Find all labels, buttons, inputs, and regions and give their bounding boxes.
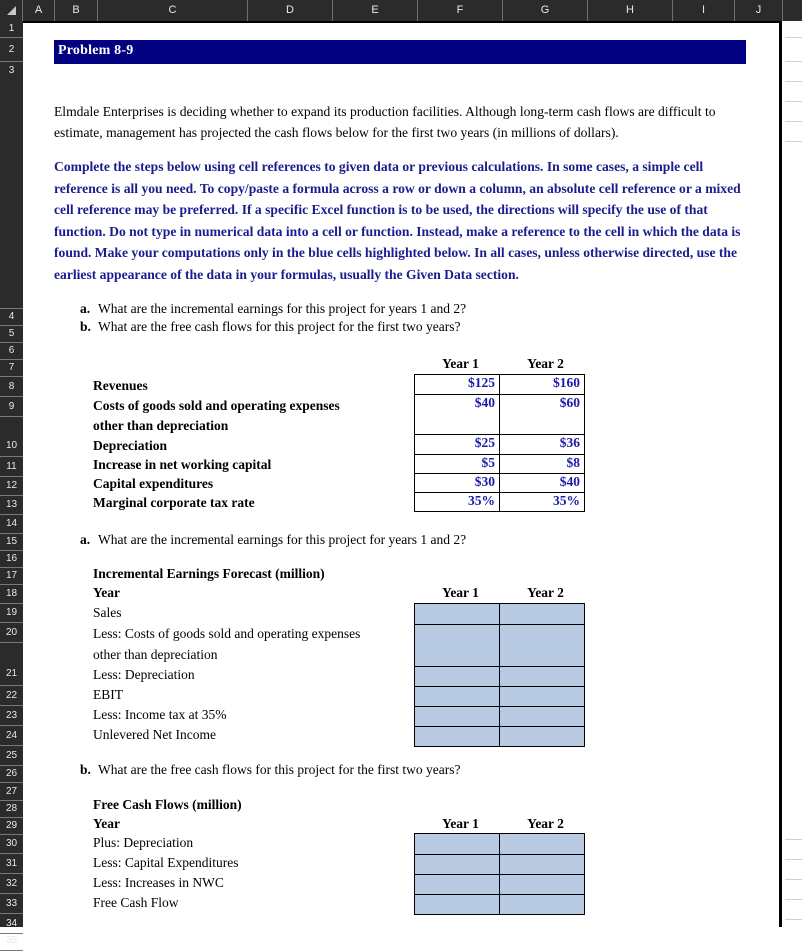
question-a-text: What are the incremental earnings for this project for years 1 and 2?	[98, 301, 467, 316]
given-data-label-depreciation: Depreciation	[93, 438, 167, 453]
gridline	[785, 899, 802, 900]
part-b-plus-depreciation-year1[interactable]	[415, 834, 500, 855]
given-data-year2-header: Year 2	[527, 356, 564, 371]
row-header-16[interactable]: 16	[0, 551, 23, 568]
column-header-d[interactable]: D	[248, 0, 333, 21]
given-depreciation-year2[interactable]: $36	[500, 435, 585, 455]
part-b-year1-header: Year 1	[442, 816, 479, 831]
row-header-7[interactable]: 7	[0, 360, 23, 377]
row-header-25[interactable]: 25	[0, 746, 23, 766]
table-row[interactable]	[415, 895, 585, 915]
given-tax-rate-year1[interactable]: 35%	[415, 493, 500, 512]
table-row[interactable]	[415, 855, 585, 875]
part-a-answer-table[interactable]	[414, 603, 585, 747]
part-b-year2-header: Year 2	[527, 816, 564, 831]
part-a-less-depreciation-year2[interactable]	[500, 667, 585, 687]
part-a-label-income-tax: Less: Income tax at 35%	[93, 707, 227, 722]
column-header-b[interactable]: B	[55, 0, 98, 21]
table-row[interactable]	[415, 687, 585, 707]
part-a-less-cogs-year2[interactable]	[500, 625, 585, 667]
row-header-23[interactable]: 23	[0, 706, 23, 726]
part-b-answer-table[interactable]	[414, 833, 585, 915]
given-data-table[interactable]	[414, 374, 585, 512]
column-header-c[interactable]: C	[98, 0, 248, 21]
question-b-top	[80, 319, 640, 337]
part-b-letter: b.	[80, 762, 91, 777]
row-header-12[interactable]: 12	[0, 477, 23, 496]
select-all-button[interactable]	[0, 0, 23, 21]
question-a-top	[80, 301, 640, 319]
gridline	[785, 879, 802, 880]
table-row[interactable]	[415, 834, 585, 855]
table-row[interactable]	[415, 493, 585, 512]
select-all-triangle-icon	[7, 6, 16, 15]
row-header-17[interactable]: 17	[0, 568, 23, 585]
given-depreciation-year1[interactable]: $25	[415, 435, 500, 455]
outer-pane	[785, 21, 802, 927]
given-tax-rate-year2[interactable]: 35%	[500, 493, 585, 512]
given-capex-year1[interactable]: $30	[415, 474, 500, 493]
table-row[interactable]	[415, 455, 585, 474]
row-header-5[interactable]: 5	[0, 326, 23, 343]
row-header-35[interactable]: 35	[0, 934, 23, 951]
part-b-less-capex-year1[interactable]	[415, 855, 500, 875]
row-header-29[interactable]: 29	[0, 818, 23, 835]
page-title: Problem 8-9	[58, 43, 134, 58]
row-header-11[interactable]: 11	[0, 457, 23, 477]
part-a-ebit-year1[interactable]	[415, 687, 500, 707]
row-header-13[interactable]: 13	[0, 496, 23, 515]
part-a-less-cogs-year1[interactable]	[415, 625, 500, 667]
row-header-33[interactable]: 33	[0, 894, 23, 914]
sheet-canvas[interactable]	[23, 21, 782, 927]
column-header-j[interactable]: J	[735, 0, 783, 21]
row-header-28[interactable]: 28	[0, 801, 23, 818]
column-header-f[interactable]: F	[418, 0, 503, 21]
instructions-paragraph: Complete the steps below using cell references to given data or previous calculations. In some cases, a simple cell reference is all you need. To copy/paste a formula across a row or down a column, an absolute cell reference or a mixed cell reference may be preferred. If a specific Excel function is to be used, the directions will specify the use of that function. Do not type in numerical data into a cell or function. Instead, make a reference to the cell in which the data is found. Make your computations only in the blue cells highlighted below. In all cases, unless otherwise directed, use the earliest appearance of the data in your formulas, usually the Given Data section.	[54, 159, 741, 282]
row-header-21[interactable]: 21	[0, 643, 23, 686]
row-header-10[interactable]: 10	[0, 417, 23, 457]
part-a-label-less-cogs: Less: Costs of goods sold and operating expenses	[93, 626, 361, 641]
question-b-text: What are the free cash flows for this project for the first two years?	[98, 319, 461, 334]
table-row[interactable]	[415, 625, 585, 667]
row-header-2[interactable]: 2	[0, 38, 23, 62]
table-row[interactable]	[415, 727, 585, 747]
row-header-15[interactable]: 15	[0, 534, 23, 551]
row-header-6[interactable]: 6	[0, 343, 23, 360]
column-header-strip	[0, 0, 802, 21]
part-a-label-unlevered-net-income: Unlevered Net Income	[93, 727, 216, 742]
given-capex-year2[interactable]: $40	[500, 474, 585, 493]
column-header-h[interactable]: H	[588, 0, 673, 21]
part-a-unlevered-net-income-year2[interactable]	[500, 727, 585, 747]
part-b-label-less-capex: Less: Capital Expenditures	[93, 855, 239, 870]
part-a-sales-year1[interactable]	[415, 604, 500, 625]
table-row[interactable]	[415, 667, 585, 687]
part-a-income-tax-year2[interactable]	[500, 707, 585, 727]
gridline	[785, 121, 802, 122]
gridline	[785, 61, 802, 62]
row-header-19[interactable]: 19	[0, 604, 23, 623]
given-cogs-year2[interactable]: $60	[500, 395, 585, 435]
row-header-26[interactable]: 26	[0, 766, 23, 783]
row-header-1[interactable]: 1	[0, 21, 23, 38]
part-a-label-less-depreciation: Less: Depreciation	[93, 667, 195, 682]
gridline	[785, 101, 802, 102]
given-data-label-tax-rate: Marginal corporate tax rate	[93, 495, 255, 510]
part-a-year1-header: Year 1	[442, 585, 479, 600]
given-data-label-cogs: Costs of goods sold and operating expenses	[93, 398, 340, 413]
row-header-strip	[0, 21, 23, 946]
given-revenues-year2[interactable]: $160	[500, 375, 585, 395]
row-header-4[interactable]: 4	[0, 309, 23, 326]
part-b-free-cash-flow-year1[interactable]	[415, 895, 500, 915]
gridline	[785, 37, 802, 38]
table-row[interactable]	[415, 375, 585, 395]
row-header-14[interactable]: 14	[0, 515, 23, 534]
part-a-question-text: What are the incremental earnings for this project for years 1 and 2?	[98, 532, 467, 547]
part-b-free-cash-flow-year2[interactable]	[500, 895, 585, 915]
part-a-letter: a.	[80, 532, 91, 547]
table-row[interactable]	[415, 474, 585, 493]
part-a-label-less-cogs-line2: other than depreciation	[93, 647, 218, 662]
row-header-9[interactable]: 9	[0, 397, 23, 417]
part-b-label-less-nwc: Less: Increases in NWC	[93, 875, 224, 890]
given-data-label-nwc: Increase in net working capital	[93, 457, 272, 472]
row-header-34[interactable]: 34	[0, 914, 23, 934]
part-a-year-label: Year	[93, 585, 120, 600]
part-a-income-tax-year1[interactable]	[415, 707, 500, 727]
part-a-sales-year2[interactable]	[500, 604, 585, 625]
part-a-less-depreciation-year1[interactable]	[415, 667, 500, 687]
column-header-e[interactable]: E	[333, 0, 418, 21]
part-a-label-ebit: EBIT	[93, 687, 123, 702]
table-row[interactable]	[415, 395, 585, 435]
part-b-plus-depreciation-year2[interactable]	[500, 834, 585, 855]
question-a-letter: a.	[80, 301, 91, 316]
gridline	[785, 839, 802, 840]
given-data-year1-header: Year 1	[442, 356, 479, 371]
given-data-label-cogs-line2: other than depreciation	[93, 418, 229, 433]
problem-title-banner	[54, 40, 746, 64]
gridline	[785, 141, 802, 142]
row-header-30[interactable]: 30	[0, 835, 23, 854]
given-cogs-year1[interactable]: $40	[415, 395, 500, 435]
given-data-label-revenues: Revenues	[93, 378, 148, 393]
row-header-27[interactable]: 27	[0, 783, 23, 801]
part-b-table-title: Free Cash Flows (million)	[93, 797, 242, 812]
part-a-year2-header: Year 2	[527, 585, 564, 600]
gridline	[785, 919, 802, 920]
row-header-24[interactable]: 24	[0, 726, 23, 746]
row-header-18[interactable]: 18	[0, 585, 23, 604]
given-data-label-capex: Capital expenditures	[93, 476, 214, 491]
column-header-i[interactable]: I	[673, 0, 735, 21]
part-a-table-title: Incremental Earnings Forecast (million)	[93, 566, 325, 581]
column-header-g[interactable]: G	[503, 0, 588, 21]
part-b-year-label: Year	[93, 816, 120, 831]
part-b-less-nwc-year2[interactable]	[500, 875, 585, 895]
given-nwc-year2[interactable]: $8	[500, 455, 585, 474]
table-row[interactable]	[415, 875, 585, 895]
given-revenues-year1[interactable]: $125	[415, 375, 500, 395]
part-a-label-sales: Sales	[93, 605, 122, 620]
row-header-8[interactable]: 8	[0, 377, 23, 397]
part-b-less-capex-year2[interactable]	[500, 855, 585, 875]
part-b-less-nwc-year1[interactable]	[415, 875, 500, 895]
part-a-question	[80, 532, 640, 550]
row-header-22[interactable]: 22	[0, 686, 23, 706]
gridline	[785, 859, 802, 860]
part-a-ebit-year2[interactable]	[500, 687, 585, 707]
part-a-unlevered-net-income-year1[interactable]	[415, 727, 500, 747]
table-row[interactable]	[415, 604, 585, 625]
gridline	[785, 81, 802, 82]
part-b-question	[80, 762, 640, 780]
given-nwc-year1[interactable]: $5	[415, 455, 500, 474]
part-b-question-text: What are the free cash flows for this project for the first two years?	[98, 762, 461, 777]
column-header-a[interactable]: A	[23, 0, 55, 21]
row-header-3[interactable]: 3	[0, 62, 23, 309]
intro-paragraph: Elmdale Enterprises is deciding whether to expand its production facilities. Although long-term cash flows are difficult to estimate, management has projected the cash flows below for the first two years (in millions of dollars).	[54, 104, 716, 140]
row-header-20[interactable]: 20	[0, 623, 23, 643]
table-row[interactable]	[415, 435, 585, 455]
row-header-31[interactable]: 31	[0, 854, 23, 874]
part-b-label-plus-depreciation: Plus: Depreciation	[93, 835, 194, 850]
row-header-32[interactable]: 32	[0, 874, 23, 894]
part-b-label-free-cash-flow: Free Cash Flow	[93, 895, 179, 910]
table-row[interactable]	[415, 707, 585, 727]
question-b-letter: b.	[80, 319, 91, 334]
